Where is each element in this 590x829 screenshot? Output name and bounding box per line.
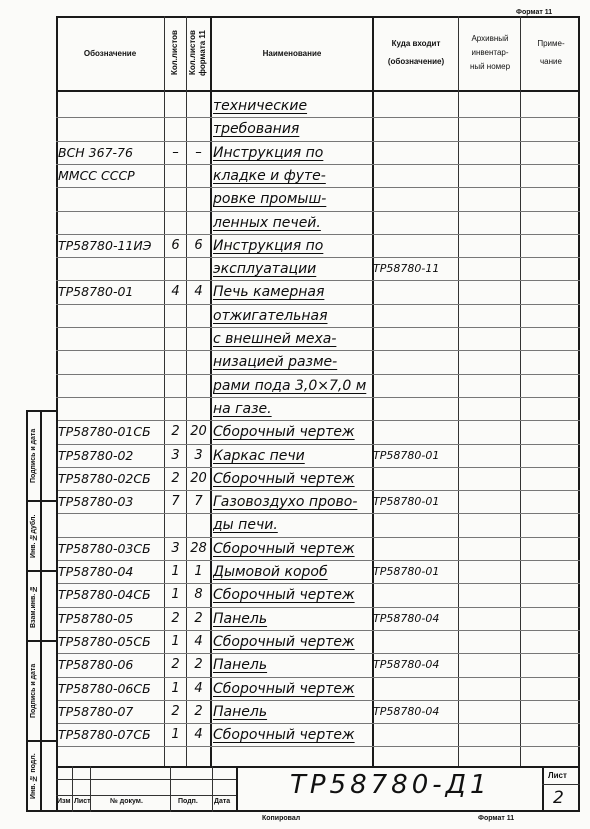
row-name: рами пода 3,0×7,0 м — [213, 377, 367, 394]
tb-doc-no-label: № докум. — [110, 798, 143, 805]
row-format-sheets: 4 — [194, 727, 203, 743]
row-where-used: ТР58780-04 — [373, 658, 440, 672]
row-where-used — [373, 678, 458, 700]
row-where-used — [373, 375, 458, 397]
tb-sheet-number: 2 — [553, 788, 564, 808]
row-format-sheets — [188, 118, 209, 140]
row-sheets: 2 — [171, 703, 180, 719]
row-where-used — [373, 212, 458, 234]
row-name: Инструкция по — [213, 237, 324, 254]
row-format-sheets: 2 — [194, 657, 203, 673]
row-designation — [58, 398, 164, 420]
row-designation: ТР58780-02СБ — [58, 470, 151, 486]
row-name: Панель — [213, 657, 268, 674]
row-sheets — [167, 118, 184, 140]
row-sheets — [167, 258, 184, 280]
row-where-used: ТР58780-04 — [373, 611, 440, 625]
row-format-sheets — [188, 212, 209, 234]
row-designation: ТР58780-04СБ — [58, 587, 151, 603]
row-where-used: ТР58780-04 — [373, 704, 440, 718]
row-designation — [58, 375, 164, 397]
document-code: ТР58780-Д1 — [290, 770, 491, 800]
row-name: Сборочный чертеж — [213, 424, 355, 441]
row-name: Панель — [213, 703, 268, 720]
row-format-sheets — [188, 328, 209, 350]
row-name: Панель — [213, 610, 268, 627]
row-designation: ТР58780-07 — [58, 703, 134, 719]
header-divider — [56, 90, 580, 92]
row-format-sheets — [188, 258, 209, 280]
row-format-sheets: 3 — [194, 447, 203, 463]
row-designation — [58, 212, 164, 234]
row-format-sheets — [188, 514, 209, 536]
row-format-sheets — [188, 95, 209, 117]
row-sheets — [167, 351, 184, 373]
row-name: Дымовой короб — [213, 564, 328, 580]
row-name: кладке и футе- — [213, 167, 326, 184]
row-sheets: 2 — [171, 424, 180, 440]
side-sign-date-2: Подпись и дата — [30, 663, 37, 719]
row-designation: ТР58780-03 — [58, 494, 134, 510]
row-divider — [56, 746, 580, 747]
row-where-used — [373, 328, 458, 350]
row-where-used: ТР58780-01 — [373, 565, 440, 578]
footer-copied: Копировал — [262, 815, 301, 822]
row-format-sheets: 20 — [190, 470, 207, 486]
row-sheets — [167, 305, 184, 327]
row-name: ды печи. — [213, 517, 278, 534]
row-name: Печь камерная — [213, 284, 325, 301]
row-where-used — [373, 468, 458, 490]
row-sheets: 3 — [171, 447, 180, 463]
row-designation — [58, 118, 164, 140]
tb-col-2 — [90, 766, 91, 812]
row-format-sheets: 4 — [194, 633, 203, 649]
header-note: Приме- чание — [537, 39, 565, 66]
row-where-used — [373, 351, 458, 373]
row-where-used — [373, 584, 458, 606]
row-sheets: 1 — [171, 680, 180, 696]
row-where-used — [373, 281, 458, 303]
row-where-used — [373, 142, 458, 164]
row-sheets: 7 — [171, 494, 180, 510]
row-where-used: ТР58780-01 — [373, 448, 440, 462]
tb-sheet-divider — [542, 784, 580, 785]
row-designation: ТР58780-03СБ — [58, 540, 151, 556]
row-name: Инструкция по — [213, 144, 324, 161]
row-format-sheets: 4 — [194, 284, 203, 300]
tb-sheet-col-label: Лист — [74, 798, 91, 805]
row-designation: ТР58780-05 — [58, 610, 134, 626]
row-sheets: – — [172, 144, 179, 160]
row-format-sheets — [188, 165, 209, 187]
row-sheets — [167, 375, 184, 397]
row-format-sheets — [188, 188, 209, 210]
row-sheets: 2 — [171, 610, 180, 626]
side-strip-divider — [40, 410, 42, 812]
row-designation — [58, 305, 164, 327]
row-where-used — [373, 165, 458, 187]
row-name: эксплуатации — [213, 261, 317, 278]
row-sheets: 1 — [171, 633, 180, 649]
row-format-sheets: – — [195, 144, 202, 160]
tb-col-3 — [170, 766, 171, 812]
side-inv-podl: Инв. № подл. — [30, 753, 37, 799]
row-where-used — [373, 235, 458, 257]
row-where-used — [373, 188, 458, 210]
row-where-used — [373, 514, 458, 536]
row-name: Сборочный чертеж — [213, 727, 355, 744]
row-where-used: ТР58780-01 — [373, 495, 440, 509]
row-format-sheets: 20 — [190, 424, 207, 440]
row-format-sheets: 8 — [194, 587, 203, 603]
row-sheets — [167, 188, 184, 210]
footer-format: Формат 11 — [478, 815, 515, 822]
row-name: технические — [213, 98, 308, 114]
row-format-sheets: 28 — [190, 540, 207, 556]
row-name: ленных печей. — [213, 214, 321, 231]
row-where-used — [373, 305, 458, 327]
row-format-sheets: 6 — [194, 237, 203, 253]
row-sheets: 1 — [171, 727, 180, 743]
row-sheets — [167, 328, 184, 350]
row-designation: ТР58780-11ИЭ — [58, 237, 152, 253]
row-designation: ТР58780-07СБ — [58, 727, 151, 743]
row-format-sheets — [188, 375, 209, 397]
row-designation: ТР58780-05СБ — [58, 633, 151, 649]
row-name: низацией разме- — [213, 354, 338, 371]
row-designation — [58, 258, 164, 280]
row-sheets — [167, 212, 184, 234]
row-designation: ТР58780-04 — [58, 564, 134, 579]
row-name: Сборочный чертеж — [213, 540, 355, 557]
row-name: с внешней меха- — [213, 331, 337, 347]
row-designation: ТР58780-06 — [58, 657, 134, 673]
row-designation — [58, 95, 164, 117]
header-sheets-count: Кол.листов — [170, 30, 179, 76]
row-format-sheets: 2 — [194, 610, 203, 626]
row-designation: ВСН 367-76 — [58, 144, 133, 160]
row-sheets — [167, 514, 184, 536]
tb-date-label: Дата — [214, 798, 231, 805]
row-name: Сборочный чертеж — [213, 470, 355, 487]
row-designation — [58, 351, 164, 373]
row-where-used — [373, 724, 458, 746]
tb-change-label: Изм — [57, 798, 71, 805]
row-designation: ТР58780-01 — [58, 284, 134, 300]
side-sign-date-1: Подпись и дата — [30, 428, 37, 484]
row-format-sheets — [188, 351, 209, 373]
tb-sign-label: Подп. — [178, 798, 198, 805]
row-sheets: 6 — [171, 237, 180, 253]
row-sheets: 3 — [171, 540, 180, 556]
side-inv-dubl: Инв. №дубл. — [30, 514, 37, 558]
row-where-used: ТР58780-11 — [373, 262, 440, 276]
title-block-row-1 — [56, 779, 236, 780]
row-designation: ТР58780-02 — [58, 447, 134, 463]
row-where-used — [373, 95, 458, 117]
title-block-top — [56, 766, 580, 768]
row-name: требования — [213, 121, 300, 138]
top-format-label: Формат 11 — [516, 9, 553, 16]
row-where-used — [373, 421, 458, 443]
row-name: ровке промыш- — [213, 191, 327, 208]
tb-sheet-label: Лист — [548, 771, 567, 780]
row-designation — [58, 328, 164, 350]
row-designation: ММСС СССР — [58, 167, 135, 183]
header-designation: Обозначение — [83, 48, 137, 58]
row-name: Сборочный чертеж — [213, 587, 355, 604]
title-block-row-2 — [56, 795, 236, 796]
row-name: Каркас печи — [213, 447, 305, 464]
row-sheets: 2 — [171, 657, 180, 673]
row-name: отжигательная — [213, 307, 328, 324]
row-sheets — [167, 95, 184, 117]
row-designation: ТР58780-01СБ — [58, 424, 151, 440]
row-format-sheets: 7 — [194, 494, 203, 510]
tb-col-4 — [212, 766, 213, 812]
row-format-sheets — [188, 398, 209, 420]
row-designation — [58, 188, 164, 210]
header-format-sheets: Кол.листов формата 11 — [188, 30, 207, 76]
row-where-used — [373, 631, 458, 653]
row-where-used — [373, 118, 458, 140]
row-format-sheets: 2 — [194, 703, 203, 719]
row-name: Сборочный чертеж — [213, 680, 355, 697]
header-where-used: Куда входит (обозначение) — [387, 39, 445, 66]
row-designation: ТР58780-06СБ — [58, 680, 151, 696]
tb-col-1 — [72, 766, 73, 812]
row-where-used — [373, 538, 458, 560]
header-archive: Архивный инвентар- ный номер — [469, 34, 511, 71]
row-format-sheets — [188, 305, 209, 327]
row-sheets: 4 — [171, 284, 180, 300]
row-where-used — [373, 398, 458, 420]
row-name: на газе. — [213, 400, 272, 417]
header-name: Наименование — [262, 48, 322, 58]
tb-col-6 — [542, 766, 544, 812]
row-name: Газовоздухо прово- — [213, 494, 358, 511]
side-vzam-inv: Взам.инв. № — [30, 584, 37, 628]
row-designation — [58, 514, 164, 536]
row-name: Сборочный чертеж — [213, 633, 355, 650]
row-sheets — [167, 165, 184, 187]
row-sheets: 2 — [171, 470, 180, 486]
row-format-sheets: 1 — [194, 564, 203, 579]
row-sheets: 1 — [171, 564, 180, 579]
tb-col-5 — [236, 766, 238, 812]
row-sheets — [167, 398, 184, 420]
row-format-sheets: 4 — [194, 680, 203, 696]
row-sheets: 1 — [171, 587, 180, 603]
